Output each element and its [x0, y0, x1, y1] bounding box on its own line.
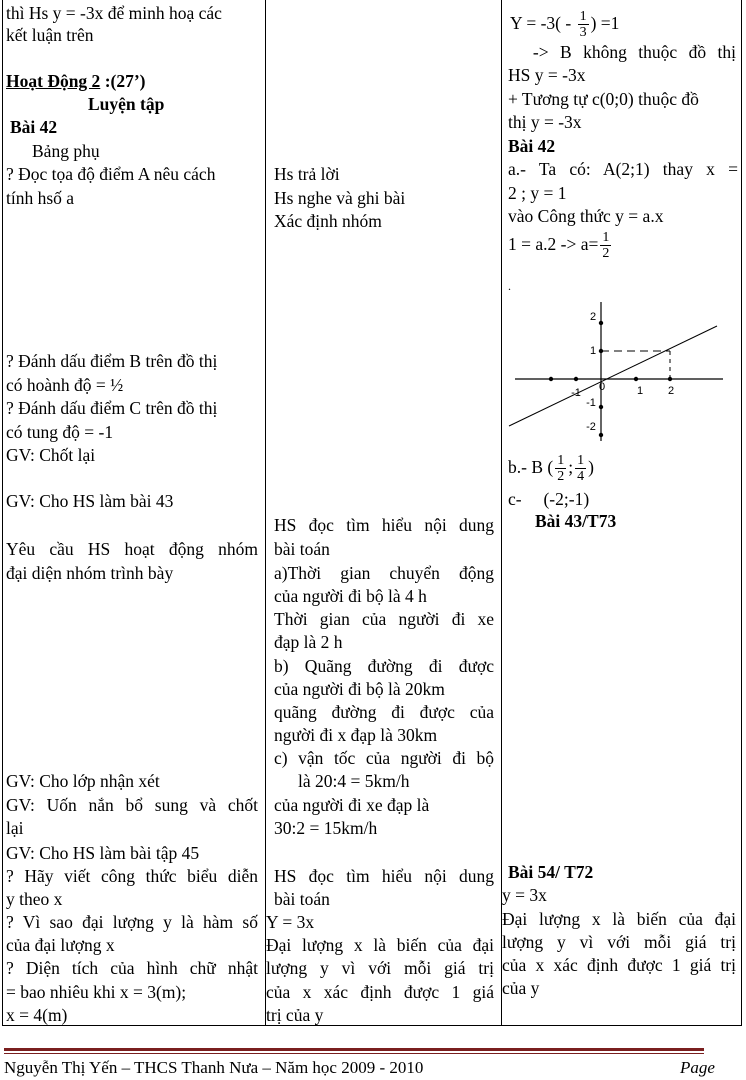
exercise-heading: Bài 42: [10, 117, 58, 137]
text-line: a.- Ta có: A(2;1) thay x =: [508, 159, 738, 179]
text-line: Đại lượng x là biến của đại: [502, 909, 736, 929]
graph-line: [509, 326, 717, 426]
footer-page: Page: [680, 1058, 715, 1077]
text-line: của người đi bộ là 4 h: [274, 586, 427, 606]
text-line: là 20:4 = 5km/h: [298, 771, 410, 791]
fraction: $\frac{1}{2}$: [557, 453, 565, 485]
formula-line: Y = -3( - $\frac{1}{3}$ ) =1: [510, 9, 620, 41]
text-line: GV: Cho lớp nhận xét: [6, 771, 160, 791]
tick-label-y: -1: [586, 397, 596, 409]
practice-heading: Luyện tập: [88, 94, 165, 114]
text-line: có hoành độ = ½: [6, 375, 124, 395]
text-line: x = 4(m): [6, 1005, 68, 1025]
fraction: $\frac{1}{4}$: [577, 453, 585, 485]
text-line: HS đọc tìm hiểu nội dung: [274, 515, 494, 535]
text-line: 30:2 = 15km/h: [274, 818, 378, 838]
footer-author: Nguyễn Thị Yến – THCS Thanh Nưa – Năm học 2009 - 2010: [4, 1058, 424, 1077]
tick-label-x: 1: [636, 385, 644, 397]
point: [599, 433, 603, 437]
text-line: tính hsố a: [6, 188, 75, 208]
text-line: đạp là 2 h: [274, 632, 343, 652]
tick-label-y: -2: [586, 421, 596, 433]
text-line: = bao nhiêu khi x = 3(m);: [6, 982, 187, 1002]
text-line: quãng đường đi được của: [274, 702, 494, 722]
fraction: $\frac{1}{2}$: [602, 230, 610, 262]
tick-label-y: 2: [589, 311, 597, 323]
activity-title: Hoạt Động 2: [6, 71, 101, 91]
text-line: y = 3x: [502, 885, 547, 905]
text-line: c- (-2;-1): [508, 489, 590, 509]
text-line: Y = 3x: [266, 912, 315, 932]
text-line: Đại lượng x là biến của đại: [266, 935, 494, 955]
point: [599, 321, 603, 325]
column-divider-1: [265, 0, 266, 1025]
text-line: y theo x: [6, 889, 63, 909]
text-line: lượng y vì với mỗi giá trị: [266, 958, 494, 978]
text-line: bài toán: [274, 539, 330, 559]
text-line: GV: Chốt lại: [6, 445, 96, 465]
text-line: của người đi xe đạp là: [274, 795, 430, 815]
text-line: Hs trả lời: [274, 164, 340, 184]
text-line: .: [508, 279, 511, 293]
text-line: ? Hãy viết công thức biểu diễn: [6, 866, 258, 886]
text-line: lượng y vì với mỗi giá trị: [502, 932, 736, 952]
exercise-heading: Bài 42: [508, 136, 556, 156]
text-line: GV: Uốn nắn bổ sung và chốt: [6, 795, 258, 815]
text-line: Yêu cầu HS hoạt động nhóm: [6, 539, 258, 559]
text-line: c) vận tốc của người đi bộ: [274, 748, 494, 768]
tick-label-x: 0: [598, 381, 606, 393]
point: [599, 405, 603, 409]
tick-label-y: 1: [589, 345, 597, 357]
text-line: của x xác định được 1 giá trị: [502, 955, 736, 975]
text-line: lại: [6, 818, 24, 838]
text-line: thị y = -3x: [508, 112, 582, 132]
text-line: của người đi bộ là 20km: [274, 679, 445, 699]
text-line: Thời gian của người đi xe: [274, 609, 494, 629]
text-line: của đại lượng x: [6, 935, 115, 955]
fraction: $\frac{1}{3}$: [579, 9, 587, 41]
text-line: có tung độ = -1: [6, 422, 114, 442]
tick-label-x: -1: [571, 387, 581, 399]
point: [634, 377, 638, 381]
function-graph: [505, 296, 735, 446]
text-line: + Tương tự c(0;0) thuộc đồ: [508, 89, 699, 109]
text-line: vào Công thức y = a.x: [508, 206, 664, 226]
text-line: bài toán: [274, 889, 330, 909]
point: [549, 377, 553, 381]
text-line: GV: Cho HS làm bài tập 45: [6, 843, 200, 863]
text-line: thì Hs y = -3x để minh hoạ các: [6, 3, 222, 23]
text-line: ? Vì sao đại lượng y là hàm số: [6, 912, 258, 932]
text-line: ? Đọc tọa độ điểm A nêu cách: [6, 164, 216, 184]
text-line: HS đọc tìm hiểu nội dung: [274, 866, 494, 886]
text-line: người đi x đạp là 30km: [274, 725, 438, 745]
formula-line: 1 = a.2 -> a= $\frac{1}{2}$: [508, 230, 610, 262]
text-line: b) Quãng đường đi được: [274, 656, 494, 676]
footer-rule: [4, 1053, 704, 1054]
activity-time: :(27’): [100, 71, 146, 91]
text-line: ? Diện tích của hình chữ nhật: [6, 958, 258, 978]
point: [599, 349, 603, 353]
text-line: của x xác định được 1 giá: [266, 982, 494, 1002]
activity-heading: [6, 71, 146, 91]
tick-label-x: 2: [667, 385, 675, 397]
text-line: HS y = -3x: [508, 65, 586, 85]
column-divider-2: [501, 0, 502, 1025]
text-line: của y: [502, 978, 540, 998]
formula-line: b.- B ( $\frac{1}{2}$ ; $\frac{1}{4}$ ): [508, 453, 594, 485]
text-line: ? Đánh dấu điểm C trên đồ thị: [6, 398, 218, 418]
text-line: -> B không thuộc đồ thị: [510, 42, 736, 62]
text-line: GV: Cho HS làm bài 43: [6, 491, 174, 511]
footer-rule: [4, 1048, 704, 1051]
text-line: Hs nghe và ghi bài: [274, 188, 406, 208]
text-line: Xác định nhóm: [274, 211, 382, 231]
text-line: đại diện nhóm trình bày: [6, 563, 174, 583]
point: [574, 377, 578, 381]
text-line: Bảng phụ: [32, 141, 100, 161]
exercise-heading: Bài 54/ T72: [508, 862, 594, 882]
text-line: trị của y: [266, 1005, 324, 1025]
exercise-heading: Bài 43/T73: [535, 511, 617, 531]
text-line: a)Thời gian chuyển động: [274, 563, 494, 583]
point: [668, 377, 672, 381]
text-line: kết luận trên: [6, 25, 94, 45]
text-line: ? Đánh dấu điểm B trên đồ thị: [6, 351, 218, 371]
text-line: 2 ; y = 1: [508, 183, 567, 203]
